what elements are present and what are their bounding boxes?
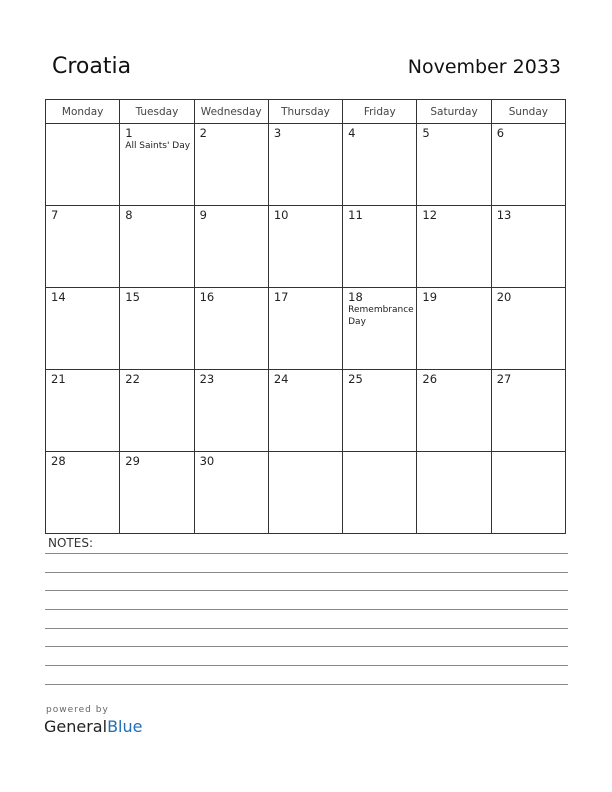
note-line [45, 665, 568, 666]
day-number: 24 [273, 372, 289, 386]
day-number: 26 [422, 372, 438, 386]
day-cell [46, 124, 120, 206]
day-cell [120, 370, 194, 452]
calendar-grid [45, 99, 566, 534]
day-number: 7 [51, 208, 59, 222]
day-number: 25 [348, 372, 363, 386]
note-line [45, 684, 568, 685]
day-number: 18 [348, 290, 363, 304]
holiday-label: Remembrance Day [348, 305, 414, 327]
day-number: 8 [125, 208, 133, 222]
day-number: 16 [199, 290, 215, 304]
day-cell [120, 124, 194, 206]
weekday-friday: Friday [343, 100, 417, 124]
generalblue-logo [44, 717, 142, 736]
day-number: 23 [199, 372, 215, 386]
brand-blue: Blue [107, 717, 143, 736]
day-cell [417, 452, 491, 534]
day-cell [268, 288, 342, 370]
day-cell [120, 452, 194, 534]
weekday-header-row [46, 100, 566, 124]
day-cell [491, 206, 565, 288]
day-cell [194, 288, 268, 370]
day-cell [268, 124, 342, 206]
day-cell [491, 124, 565, 206]
day-number: 19 [422, 290, 438, 304]
day-number: 1 [125, 126, 133, 140]
weekday-tuesday: Tuesday [120, 100, 194, 124]
week-row [46, 288, 566, 370]
day-cell [268, 370, 342, 452]
weekday-thursday: Thursday [268, 100, 342, 124]
day-cell [194, 452, 268, 534]
month-title: November 2033 [407, 56, 561, 78]
day-cell [194, 206, 268, 288]
note-line [45, 646, 568, 647]
day-cell [268, 206, 342, 288]
week-row [46, 124, 566, 206]
note-line [45, 590, 568, 591]
day-number: 10 [273, 208, 289, 222]
day-number: 27 [496, 372, 512, 386]
day-cell [417, 288, 491, 370]
week-row [46, 452, 566, 534]
day-cell [491, 452, 565, 534]
day-cell [194, 370, 268, 452]
country-title: Croatia [52, 54, 132, 79]
day-cell [46, 206, 120, 288]
day-cell [491, 288, 565, 370]
day-number: 20 [496, 290, 512, 304]
weekday-wednesday: Wednesday [194, 100, 268, 124]
day-number: 28 [51, 454, 66, 468]
weekday-sunday: Sunday [491, 100, 565, 124]
day-number: 12 [422, 208, 438, 222]
note-line [45, 553, 568, 554]
day-number: 14 [51, 290, 66, 304]
day-cell [343, 370, 417, 452]
day-cell [417, 124, 491, 206]
day-cell [46, 288, 120, 370]
day-number: 5 [422, 126, 430, 140]
note-line [45, 609, 568, 610]
day-cell [343, 206, 417, 288]
day-number: 17 [273, 290, 289, 304]
day-number: 11 [348, 208, 363, 222]
note-line [45, 572, 568, 573]
day-number: 6 [496, 126, 505, 140]
day-cell [343, 452, 417, 534]
day-cell [417, 370, 491, 452]
day-cell [120, 206, 194, 288]
day-cell [120, 288, 194, 370]
day-cell [268, 452, 342, 534]
day-cell [343, 124, 417, 206]
day-number: 22 [125, 372, 140, 386]
day-number: 15 [125, 290, 140, 304]
day-cell [491, 370, 565, 452]
day-number: 21 [51, 372, 66, 386]
day-cell [417, 206, 491, 288]
day-number: 2 [199, 126, 207, 140]
week-row [46, 206, 566, 288]
day-cell [343, 288, 417, 370]
holiday-label: All Saints' Day [125, 141, 191, 151]
day-cell [194, 124, 268, 206]
day-cell [46, 370, 120, 452]
day-number: 4 [348, 126, 356, 140]
brand-general: General [44, 717, 108, 736]
day-number: 29 [125, 454, 140, 468]
day-cell [46, 452, 120, 534]
note-line [45, 628, 568, 629]
day-number: 13 [496, 208, 512, 222]
notes-label: NOTES: [48, 536, 93, 550]
powered-by-label: powered by [46, 705, 109, 715]
weekday-monday: Monday [46, 100, 120, 124]
day-number: 30 [199, 454, 215, 468]
weekday-saturday: Saturday [417, 100, 491, 124]
day-number: 3 [273, 126, 282, 140]
week-row [46, 370, 566, 452]
day-number: 9 [199, 208, 207, 222]
